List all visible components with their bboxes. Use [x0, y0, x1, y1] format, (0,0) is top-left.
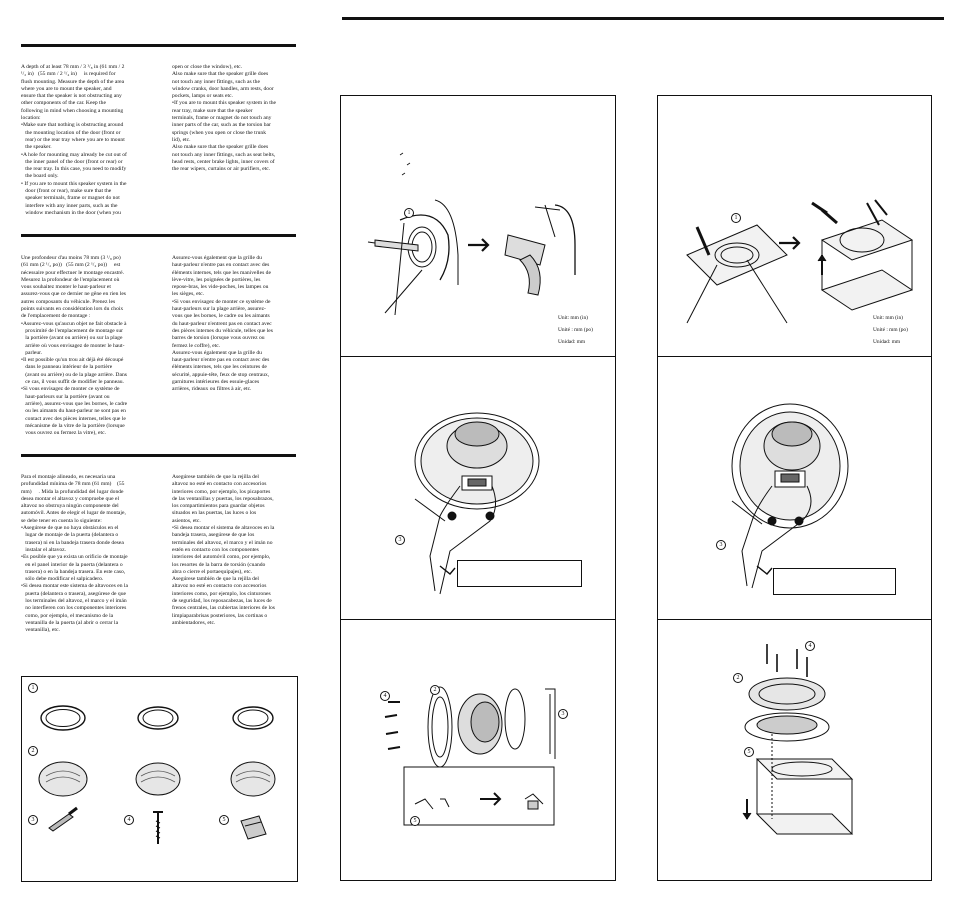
text-line: ventanilla), etc. — [21, 627, 60, 634]
text-line: garnitures intérieures des essuie-glaces — [172, 379, 260, 386]
text-line: situados en las puertas, las luces o los — [172, 510, 257, 517]
text-line: terminales del altavoz, el marco y el imán no — [172, 539, 273, 546]
text-line: other components of the car. Keep the — [21, 100, 106, 107]
text-line: altavoz no esté en contacto con accesorios — [172, 583, 267, 590]
text-line: en el panel interior de la puerta (delantera o — [21, 561, 123, 568]
text-line: Unidad: mm — [873, 339, 901, 346]
callout-5-step3: 5 — [410, 816, 420, 826]
text-line: lugar de montaje de la puerta (delantera o — [21, 532, 119, 539]
text-line: de las ventanillas y puertas, los reposabrazos, — [172, 495, 274, 502]
text-line: mm) . Mida la profundidad del lugar donde — [21, 488, 124, 495]
text-line: ce cas, il vous suffit de modifier le panneau. — [21, 379, 124, 386]
note-box-left — [457, 560, 582, 587]
text-line: Unité : mm (po) — [873, 327, 908, 334]
text-line: automóvil. Antes de elegir el lugar de montaje, — [21, 510, 126, 517]
callout-1-step1-right: 1 — [731, 213, 741, 223]
text-line: pockets, lamps or seats etc. — [172, 93, 233, 100]
text-line: trasera) o en la bandeja trasera. En este caso, — [21, 568, 126, 575]
text-line: (61 mm (2 ¹/₂ po)) (55 mm (2 ¹/₄ po)) est — [21, 262, 121, 269]
text-line: como, por ejemplo, el mecanismo de la — [21, 612, 114, 619]
text-line: les sièges, etc. — [172, 291, 204, 298]
text-line: the speaker. — [21, 144, 52, 151]
text-line: repose-bras, les vide-poches, les lampes ou — [172, 284, 269, 291]
text-line: Unidad: mm — [558, 339, 586, 346]
callout-4-step3: 4 — [380, 691, 390, 701]
text-line: profundidad mínima de 78 mm (61 mm) (55 — [21, 481, 125, 488]
text-line: bandeja trasera, asegúrese de que los — [172, 532, 255, 539]
text-line: Assurez-vous également que la grille du — [172, 349, 262, 356]
units-left — [558, 310, 593, 351]
text-line: springs (when you open or close the trunk — [172, 129, 266, 136]
text-line: barres de torsion (lorsque vous ouvrez ou — [172, 335, 265, 342]
parts-illustration — [21, 676, 297, 881]
text-line: Asegúrese también de que la rejilla del — [172, 576, 259, 583]
text-line: inner parts of the car, such as the torsion bar — [172, 122, 271, 129]
text-line: abra o cierre el portaequipajes), etc. — [172, 568, 252, 575]
text-line: de l'emplacement de montage : — [21, 313, 91, 320]
text-line: haut-parleur n'entre pas en contact avec des — [172, 357, 270, 364]
text-line: proximité de l'emplacement de montage sur — [21, 327, 123, 334]
callout-2-step3-right: 2 — [733, 673, 743, 683]
text-line: los resortes de la barra de torsión (cuando — [172, 561, 266, 568]
text-line: arrière où vous envisagez de monter le haut- — [21, 342, 125, 349]
text-line: nécessaire pour effectuer le montage encastré. — [21, 269, 125, 276]
text-line: •Si desea montar el sistema de altavoces en la — [172, 525, 275, 532]
units-right — [873, 310, 908, 351]
section-rule-es — [21, 454, 296, 457]
text-line: the mounting location of the door (front or — [21, 129, 121, 136]
text-line: arrière), assurez-vous que les bornes, le cadre — [21, 400, 128, 407]
text-line: following in mind when choosing a mounting — [21, 107, 124, 114]
text-line: A depth of at least 78 mm / 3 ¹/₈ in (61 mm / 2 — [21, 64, 125, 70]
text-line: the rear tray. In this case, you need to modify — [21, 166, 127, 173]
callout-4-step3-right: 4 — [805, 641, 815, 651]
text-line: arrières, rideaux ou filtres à air, etc. — [172, 386, 252, 393]
text-line: interiores como, por ejemplo, los cinturones — [172, 590, 271, 597]
callout-3-step3: 3 — [558, 709, 568, 719]
text-line: vous que les bornes, le cadre ou les aimants — [172, 313, 270, 320]
text-line: the rear wipers, curtains or air purifiers, etc. — [172, 166, 271, 173]
text-line: asientos, etc. — [172, 517, 201, 524]
text-line: altavoz no obstruya ningún componente del — [21, 503, 119, 510]
text-line: frenos centrales, las cubiertas interiores de los — [172, 605, 275, 612]
text-line: limpiaparabrisas posteriores, las cortinas o — [172, 612, 268, 619]
text-line: •Si vous envisagez de monter ce système de — [172, 298, 271, 305]
text-line: (avant ou arrière) ou de la plage arrière. Dans — [21, 371, 127, 378]
text-line: sólo debe modificar el salpicadero. — [21, 576, 104, 583]
text-line: open or close the window), etc. — [172, 64, 243, 70]
text-line: speaker terminals, frame or magnet do not — [21, 195, 120, 202]
text-line: des pièces internes du véhicule, telles que les — [172, 327, 273, 334]
text-line: •Assurez-vous qu'aucun objet ne fait obstacle à — [21, 320, 127, 327]
text-line: haut-parleurs sur la portière (avant ou — [21, 393, 110, 400]
callout-3-step2: 3 — [395, 535, 405, 545]
text-line: •A hole for mounting may already be cut out of — [21, 151, 127, 158]
callout-3: 3 — [28, 815, 38, 825]
text-line: haut-parleurs sur la plage arrière, assurez- — [172, 306, 266, 313]
text-line: the board only. — [21, 173, 59, 180]
text-line: where you are to mount the speaker, and — [21, 85, 112, 92]
text-line: Also make sure that the speaker grille does — [172, 71, 269, 78]
text-line: éléments internes, tels que les manivelles de — [172, 269, 271, 276]
text-line: estén en contacto con los componentes — [172, 546, 259, 553]
text-fr-col1 — [21, 255, 171, 437]
text-line: •Asegúrese de que no haya obstáculos en el — [21, 525, 119, 532]
text-line: Also make sure that the speaker grille does — [172, 144, 269, 151]
text-es-col1 — [21, 474, 171, 635]
text-line: ambientadores, etc. — [172, 619, 216, 626]
text-line: lid), etc. — [172, 136, 191, 143]
note-box-right — [773, 568, 896, 595]
text-line: Unité : mm (po) — [558, 327, 593, 334]
text-line: la portière (avant ou arrière) ou sur la plage — [21, 335, 123, 342]
text-line: Une profondeur d'au moins 78 mm (3 ¹/₈ po) — [21, 255, 121, 261]
text-line: flush mounting. Measure the depth of the area — [21, 78, 125, 85]
text-line: door (front or rear), make sure that the — [21, 188, 112, 195]
text-line: •If you are to mount this speaker system in the — [172, 100, 277, 107]
text-fr-col2 — [172, 255, 298, 394]
text-line: ensure that the speaker is not obstructing any — [21, 93, 122, 100]
text-line: ou les aimants du haut-parleur ne sont pas en — [21, 408, 126, 415]
text-line: los terminales del altavoz, el marco y el imán — [21, 598, 127, 605]
text-line: Mesurez la profondeur de l'emplacement où — [21, 276, 120, 283]
text-line: lève-vitre, les poignées de portières, les — [172, 276, 261, 283]
callout-2-step3: 2 — [430, 685, 440, 695]
section-rule-en — [21, 44, 296, 47]
text-line: ¹/₂ in) (55 mm / 2 ¹/₄ in) is required for — [21, 71, 116, 78]
text-line: los compartimientos para guardar objetos — [172, 503, 265, 510]
text-line: •Si desea montar este sistema de altavoces en la — [21, 583, 128, 590]
board-assembly-diagram — [657, 619, 931, 880]
text-es-col2 — [172, 474, 300, 627]
text-line: •Si vous envisagez de monter ce système de — [21, 386, 120, 393]
text-line: no interfieren con los componentes interiores — [21, 605, 127, 612]
text-line: vous ouvrez ou fermez la vitre), etc. — [21, 430, 106, 437]
text-line: trasera) ni en la bandeja trasera donde desea — [21, 539, 124, 546]
text-line: the inner panel of the door (front or rear) or — [21, 158, 123, 165]
callout-1-step1: 1 — [404, 208, 414, 218]
text-line: éléments internes, tels que les ceintures de — [172, 364, 267, 371]
text-line: dans le panneau intérieur de la portière — [21, 364, 113, 371]
text-line: vous souhaitez monter le haut-parleur et — [21, 284, 111, 291]
text-line: rear) or the rear tray where you are to mount — [21, 136, 125, 143]
text-line: parleur. — [21, 349, 43, 356]
callout-5-step3-right: 5 — [744, 747, 754, 757]
text-line: interiores como, por ejemplo, los picaportes — [172, 488, 271, 495]
callout-5: 5 — [219, 815, 229, 825]
text-line: not touch any inner fittings, such as the — [172, 78, 260, 85]
section-rule-fr — [21, 234, 296, 237]
text-line: head rests, center brake lights, inner covers of — [172, 158, 275, 165]
text-en-col2 — [172, 64, 298, 173]
text-line: assurez-vous que ce dernier ne gêne en rien les — [21, 291, 126, 298]
text-line: •Il est possible qu'un trou ait déjà été découpé — [21, 357, 124, 364]
header-rule — [342, 17, 944, 20]
text-line: se debe tener en cuenta lo siguiente: — [21, 517, 102, 524]
text-line: puerta (delantera o trasera), asegúrese de que — [21, 590, 126, 597]
text-line: contact avec des pièces internes, telles que le — [21, 415, 126, 422]
text-line: haut-parleur n'entre pas en contact avec des — [172, 262, 270, 269]
text-line: interiores del automóvil como, por ejemplo, — [172, 554, 271, 561]
text-line: location: — [21, 115, 41, 122]
text-line: altavoz no esté en contacto con accesorios — [172, 481, 267, 488]
callout-1: 1 — [28, 683, 38, 693]
text-line: points suivants en considération lors du choix — [21, 306, 124, 313]
text-line: Unit: mm (in) — [873, 315, 903, 322]
text-line: •Es posible que ya exista un orificio de montaje — [21, 554, 128, 561]
text-line: de seguridad, los reposacabezas, las luces de — [172, 598, 272, 605]
text-line: instalar el altavoz. — [21, 546, 67, 553]
text-line: •Make sure that nothing is obstructing around — [21, 122, 124, 129]
text-line: Para el montaje alineado, es necesaria una — [21, 474, 116, 480]
callout-2: 2 — [28, 746, 38, 756]
text-line: du haut-parleur n'entrent pas en contact avec — [172, 320, 272, 327]
callout-3-step2-right: 3 — [716, 540, 726, 550]
text-line: Assurez-vous également que la grille du — [172, 255, 262, 261]
text-line: not touch any inner fittings, such as seat belts, — [172, 151, 276, 158]
text-line: ventanilla de la puerta (al abrir o cerrar la — [21, 619, 119, 626]
text-line: interfere with any inner parts, such as the — [21, 202, 118, 209]
door-assembly-diagram — [340, 619, 615, 880]
text-line: mécanisme de la vitre de la portière (lorsque — [21, 422, 125, 429]
text-line: • If you are to mount this speaker system in the — [21, 180, 127, 187]
text-line: window cranks, door handles, arm rests, door — [172, 85, 274, 92]
text-en-col1 — [21, 64, 161, 217]
text-line: fermez le coffre), etc. — [172, 342, 221, 349]
text-line: Unit: mm (in) — [558, 315, 588, 322]
text-line: window mechanism in the door (when you — [21, 209, 121, 216]
text-line: terminals, frame or magnet do not touch any — [172, 115, 272, 122]
text-line: rear tray, make sure that the speaker — [172, 107, 253, 114]
text-line: autres composants du véhicule. Prenez les — [21, 298, 116, 305]
text-line: desea montar el altavoz y compruebe que el — [21, 495, 120, 502]
text-line: sécurité, appuie-tête, feux de stop centraux, — [172, 371, 270, 378]
text-line: Asegúrese también de que la rejilla del — [172, 474, 259, 480]
callout-4: 4 — [124, 815, 134, 825]
